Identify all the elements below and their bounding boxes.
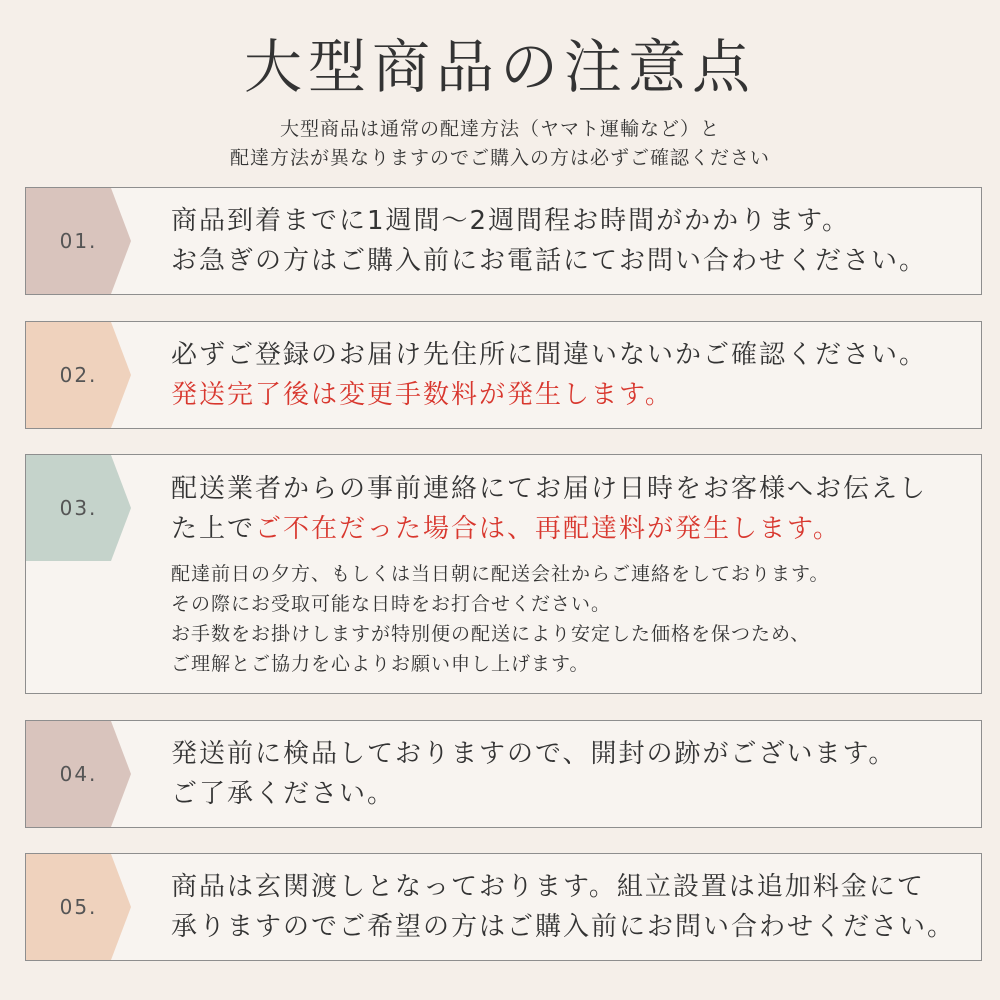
item-number: 02. [59, 363, 98, 387]
item-text-line: ご了承ください。 [171, 779, 396, 809]
item-number: 01. [59, 229, 98, 253]
item-text-line: 承りますのでご希望の方はご購入前にお問い合わせください。 [171, 912, 956, 942]
item-warning-line: 発送完了後は変更手数料が発生します。 [171, 380, 673, 410]
notice-card-04 [25, 720, 982, 828]
item-text-line: 配送業者からの事前連絡にてお届け日時をお客様へお伝えし [171, 474, 928, 504]
number-badge [26, 721, 131, 827]
item-text-line: 商品到着までに1週間〜2週間程お時間がかかります。 [171, 206, 851, 236]
item-text-line: 商品は玄関渡しとなっております。組立設置は追加料金にて [171, 872, 925, 902]
item-text-prefix: た上で [171, 514, 256, 544]
item-note-line: ご理解とご協力を心よりお願い申し上げます。 [171, 653, 590, 675]
item-text-line: お急ぎの方はご購入前にお電話にてお問い合わせください。 [171, 246, 928, 276]
subtitle-line-2: 配達方法が異なりますのでご購入の方は必ずご確認ください [229, 147, 770, 169]
item-number: 04. [59, 762, 98, 786]
item-number: 03. [59, 496, 98, 520]
notice-card-01 [25, 187, 982, 295]
number-badge [26, 322, 131, 428]
item-note-line: その際にお受取可能な日時をお打合せください。 [171, 593, 612, 615]
notice-card-02 [25, 321, 982, 429]
item-note-line: お手数をお掛けしますが特別便の配送により安定した価格を保つため、 [171, 623, 811, 645]
number-badge [26, 455, 131, 561]
subtitle-line-1: 大型商品は通常の配達方法（ヤマト運輸など）と [279, 118, 720, 140]
number-badge [26, 188, 131, 294]
notice-card-03 [25, 454, 982, 694]
notice-card-05 [25, 853, 982, 961]
number-badge [26, 854, 131, 960]
page-title: 大型商品の注意点 [243, 33, 756, 101]
item-warning-text: ご不在だった場合は、再配達料が発生します。 [255, 514, 841, 544]
item-text-line: 発送前に検品しておりますので、開封の跡がございます。 [171, 739, 897, 769]
item-text-line: 必ずご登録のお届け先住所に間違いないかご確認ください。 [171, 340, 928, 370]
item-note-line: 配達前日の夕方、もしくは当日朝に配送会社からご連絡をしております。 [171, 563, 830, 585]
item-number: 05. [59, 895, 98, 919]
